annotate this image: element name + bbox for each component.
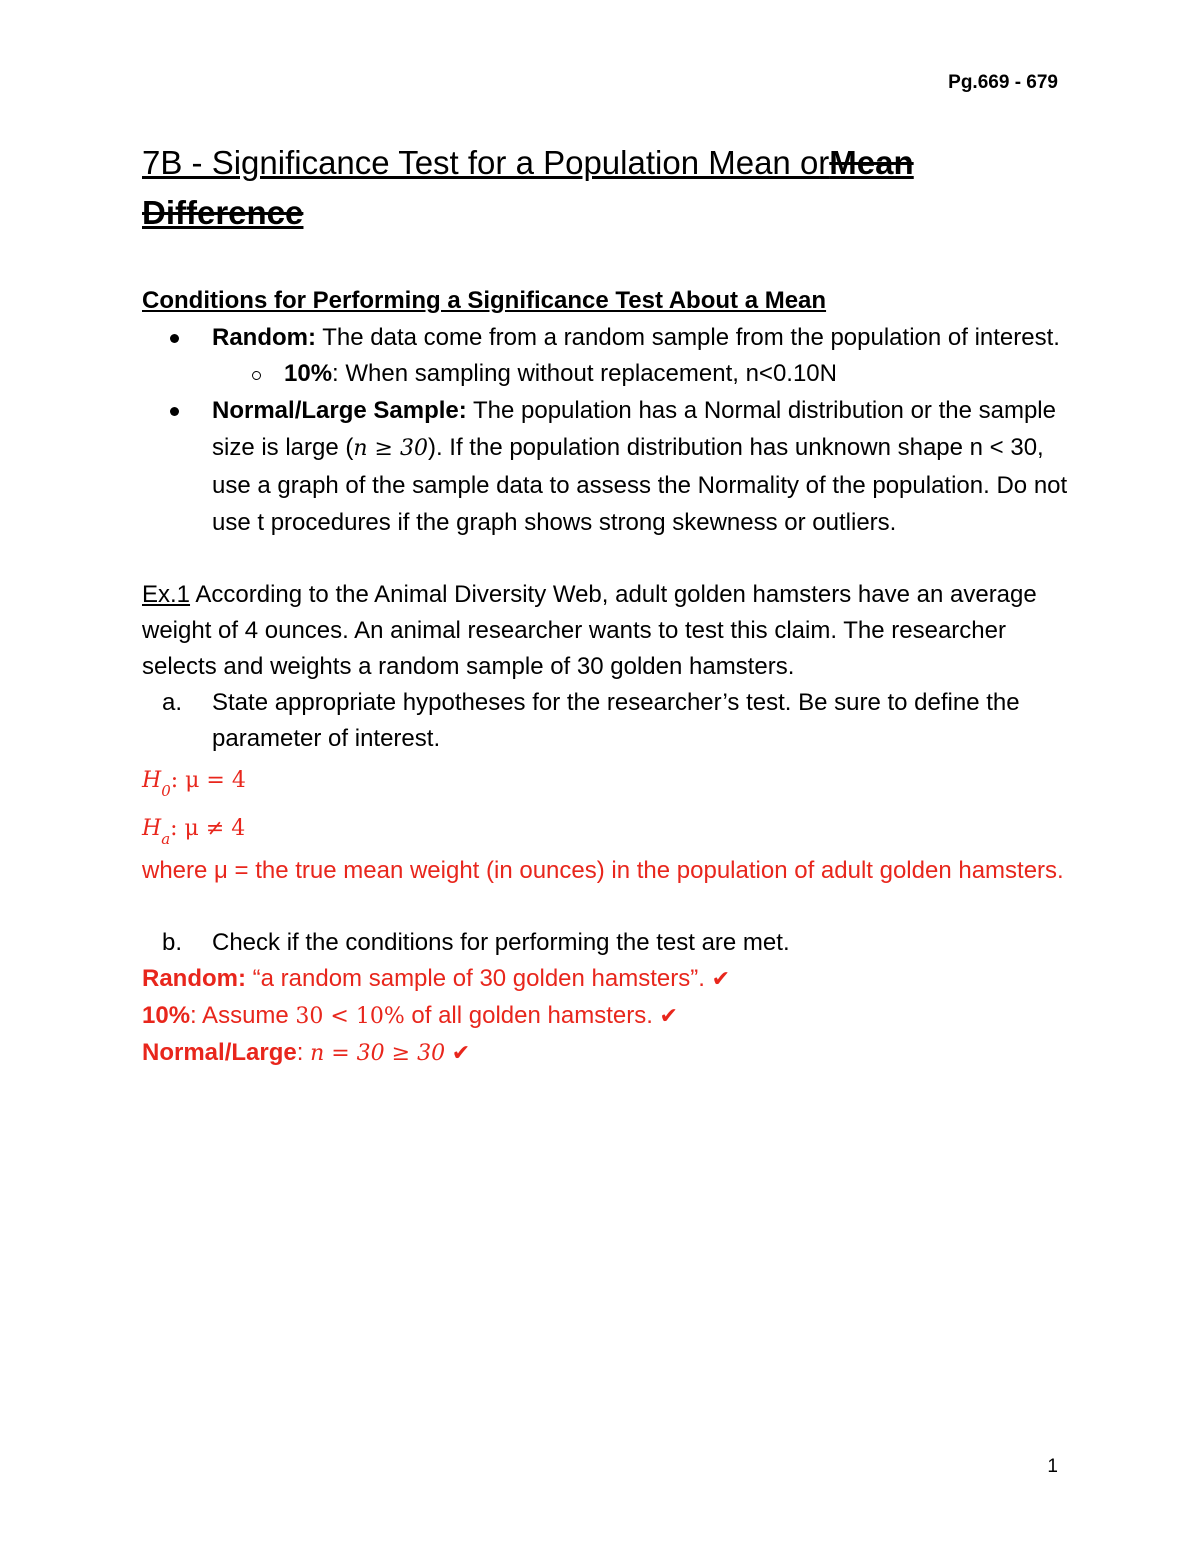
condition-normal-text-before: The population has a Normal distribution or the sample size is large ( (212, 397, 1056, 461)
condition-10pct (212, 356, 1072, 392)
example-1 (142, 577, 1072, 685)
null-hypothesis (142, 757, 1072, 805)
checkmark-icon: ✔ (451, 1041, 471, 1066)
checkmark-icon: ✔ (711, 967, 730, 992)
example-label: Ex.1 (142, 581, 191, 608)
answer-10pct-text-1: : Assume (190, 1002, 296, 1029)
part-b-label: b. (162, 929, 183, 956)
answer-10pct (142, 998, 1072, 1035)
page-range: Pg.669 - 679 (948, 72, 1058, 93)
condition-random-label: Random: (212, 324, 316, 351)
part-a-text: State appropriate hypotheses for the researcher’s test. Be sure to define the parameter of interest. (212, 689, 1020, 752)
ha-subscript: a (161, 830, 171, 849)
part-a-label: a. (162, 689, 183, 716)
answer-10pct-label: 10% (142, 1002, 191, 1029)
answer-random-label: Random: (142, 965, 246, 992)
h0-rest: : μ = 4 (170, 768, 246, 793)
document-body (142, 138, 1072, 1072)
conditions-list (142, 319, 1072, 541)
title-struck-word: Mean (829, 144, 914, 181)
answer-10pct-math: 30 < 10% (295, 1004, 405, 1029)
condition-10pct-text: : When sampling without replacement, n<0.10N (332, 360, 837, 387)
condition-normal-label: Normal/Large Sample: (212, 397, 467, 424)
bullet-icon (170, 407, 179, 416)
condition-random-text: The data come from a random sample from the population of interest. (316, 324, 1060, 351)
condition-normal-math: n ≥ 30 (353, 436, 428, 461)
checkmark-icon: ✔ (659, 1004, 678, 1029)
answer-normal-colon: : (296, 1039, 311, 1066)
example-text: According to the Animal Diversity Web, adult golden hamsters have an average weight of 4 ounces. An animal researcher wants to test this claim. The researcher selects and weights a random sample of 30 golden hamsters. (142, 581, 1037, 680)
alternative-hypothesis (142, 805, 1072, 853)
answer-normal (142, 1035, 1072, 1072)
page-title (142, 138, 1072, 238)
condition-sub-list (212, 356, 1072, 392)
answer-normal-math: n = 30 ≥ 30 (310, 1041, 446, 1066)
condition-random (142, 319, 1072, 392)
parameter-definition: where μ = the true mean weight (in ounces) in the population of adult golden hamsters. (142, 857, 1064, 884)
title-struck-line2: Difference (142, 194, 304, 231)
ha-rest: : μ ≠ 4 (170, 816, 246, 841)
condition-normal-text-after: ). If the population distribution has unknown shape n < 30, use a graph of the sample data to assess the Normality of the population. Do not use t procedures if the graph shows strong skewness or outliers. (212, 434, 1068, 536)
h0-subscript: 0 (161, 782, 171, 801)
answer-normal-label: Normal/Large (142, 1039, 297, 1066)
example-parts-b (142, 925, 1072, 961)
title-main: 7B - Significance Test for a Population Mean or (142, 144, 830, 181)
conditions-heading: Conditions for Performing a Significance Test About a Mean (142, 287, 827, 314)
answer-10pct-text-2: of all golden hamsters. (404, 1002, 660, 1029)
page-number: 1 (1047, 1456, 1058, 1477)
part-b (142, 925, 1072, 961)
answer-random (142, 961, 1072, 998)
condition-10pct-label: 10% (284, 360, 333, 387)
hollow-bullet-icon (252, 371, 261, 380)
ha-symbol: H (142, 816, 162, 841)
part-b-text: Check if the conditions for performing the test are met. (212, 929, 790, 956)
example-parts (142, 685, 1072, 757)
condition-normal (142, 392, 1072, 541)
answer-random-text: “a random sample of 30 golden hamsters”. (246, 965, 712, 992)
part-a (142, 685, 1072, 757)
h0-symbol: H (142, 768, 162, 793)
bullet-icon (170, 334, 179, 343)
